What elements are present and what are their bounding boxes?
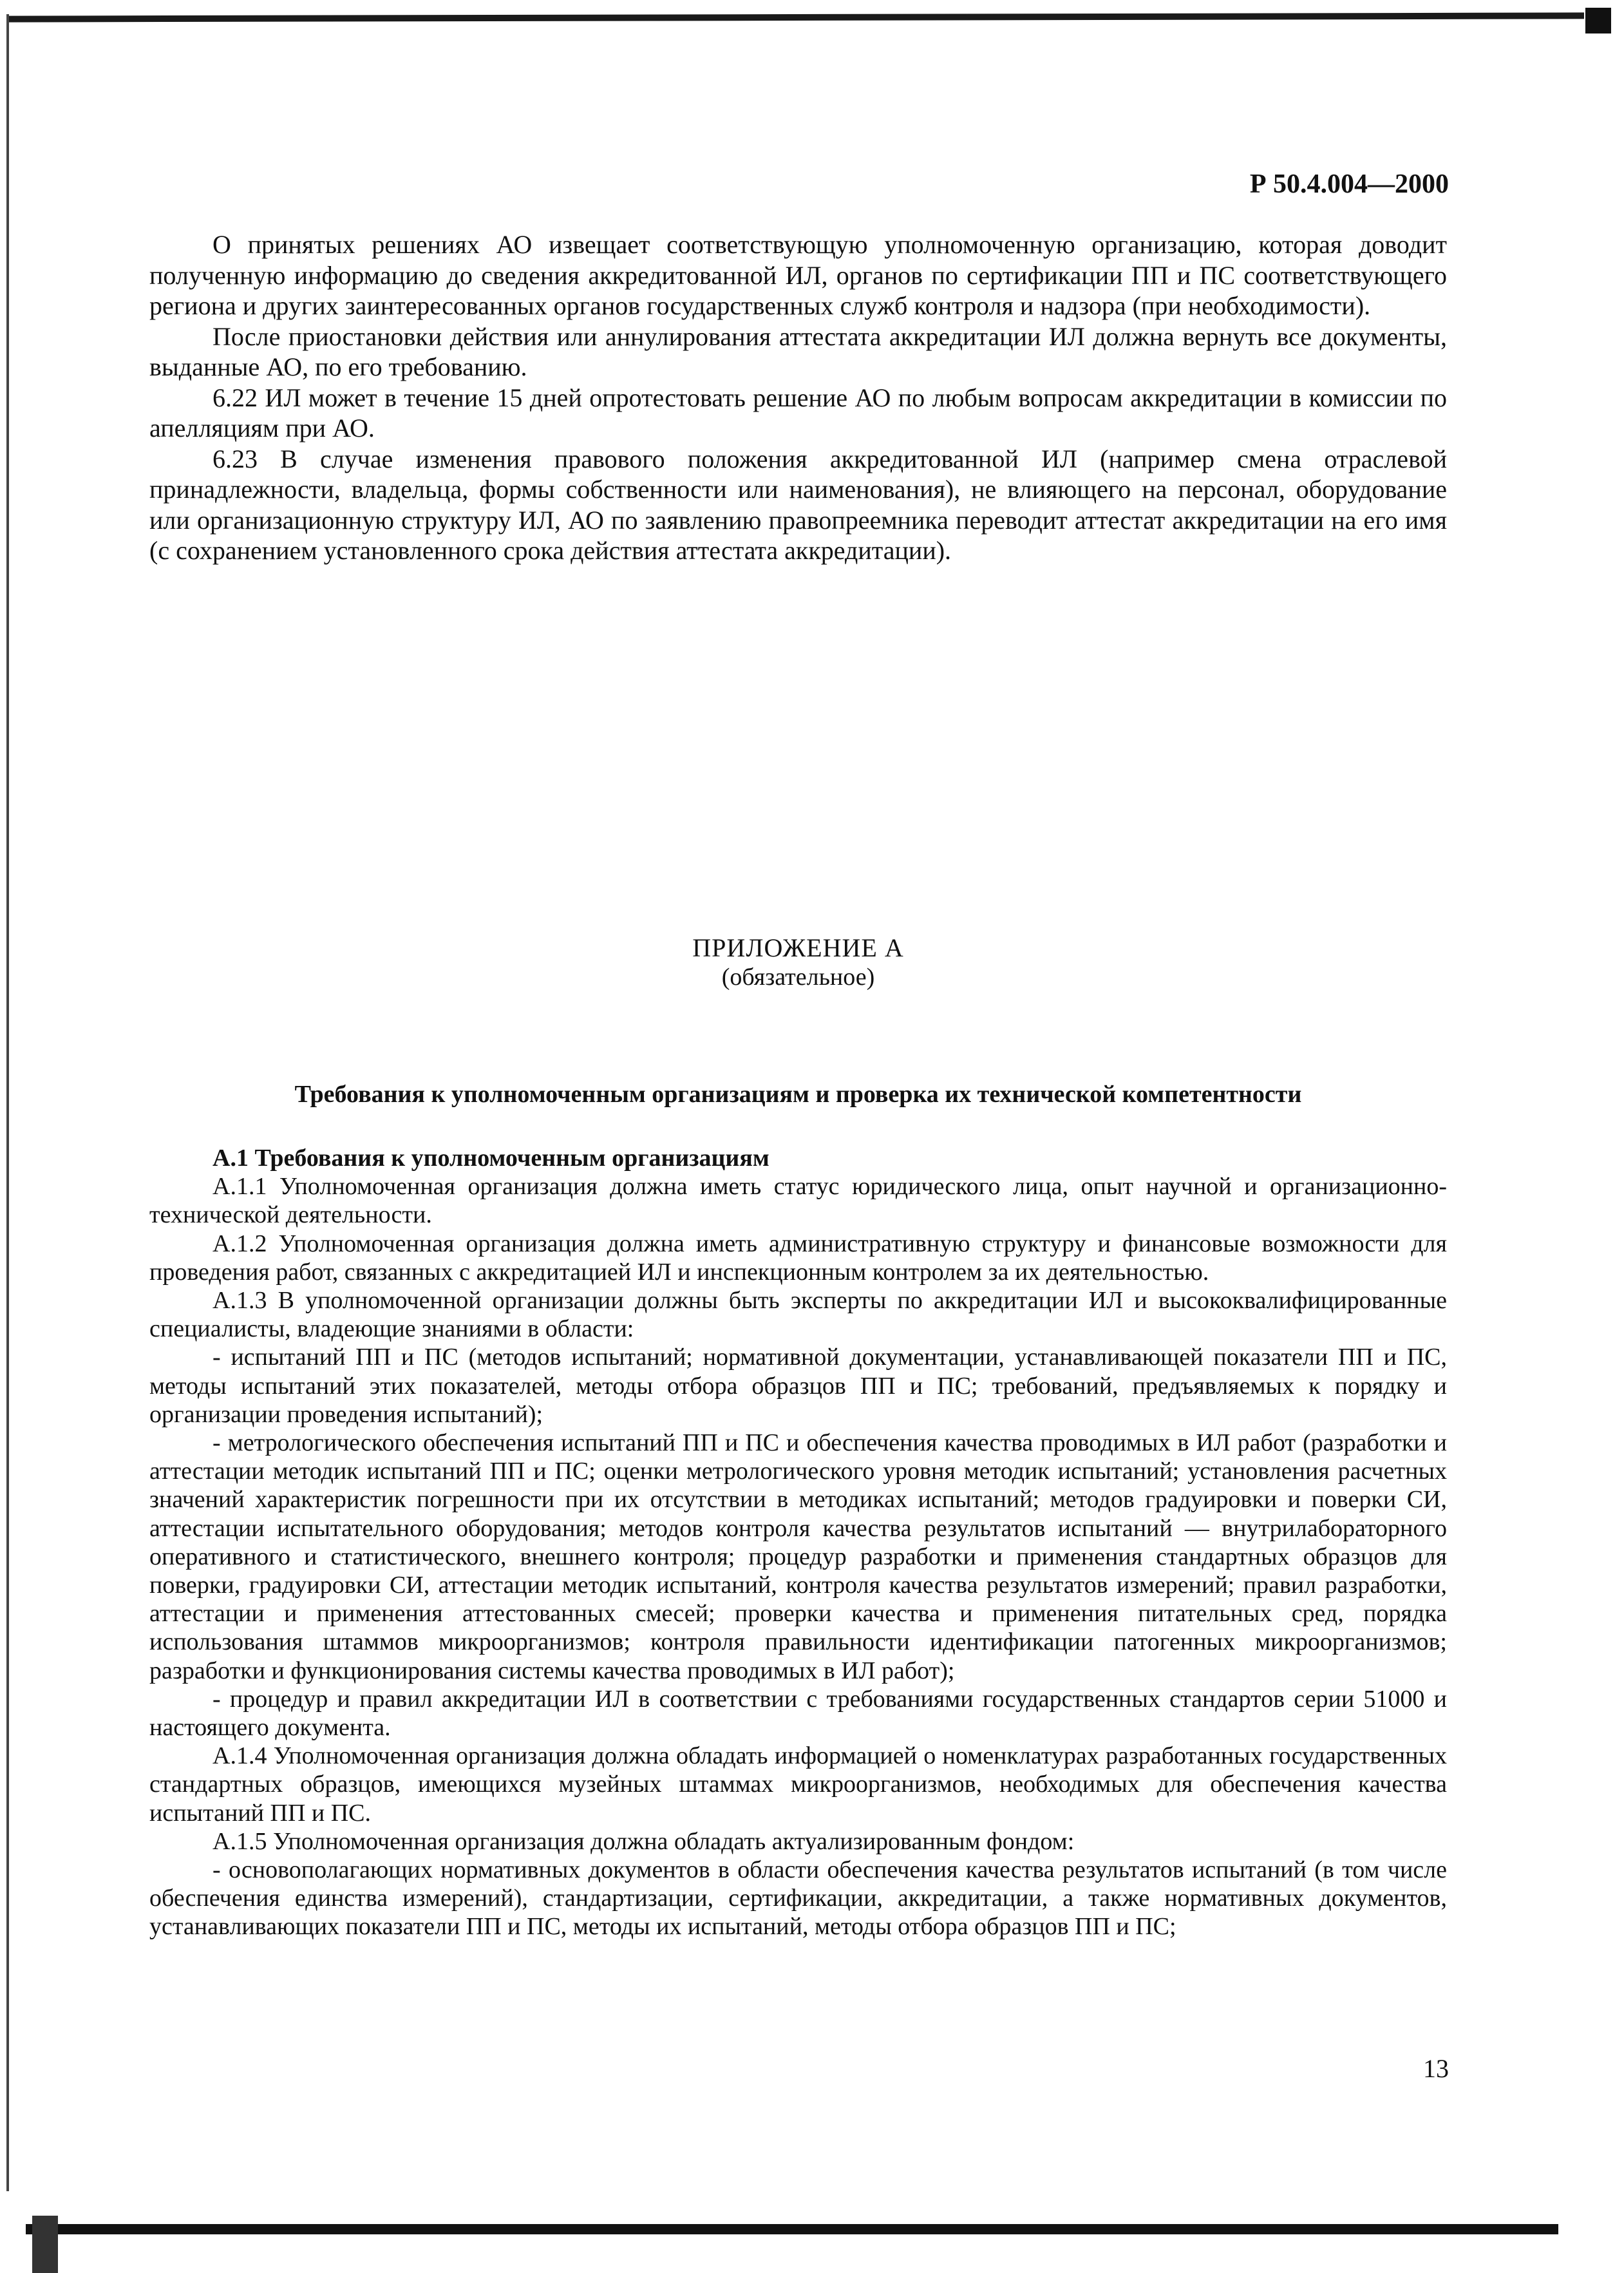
paragraph: 6.23 В случае изменения правового положения аккредитованной ИЛ (например смена отраслевой принадлежности, владельца, формы собственности или наименования), не влияющего на персонал, оборудование или организационную структуру ИЛ, АО по заявлению правопреемника переводит аттестат аккредитации на его имя (с сохранением установленного срока действия аттестата аккредитации). [149,444,1447,565]
list-item: - метрологического обеспечения испытаний ПП и ПС и обеспечения качества проводимых в ИЛ работ (разработки и аттестации методик испытаний ПП и ПС; оценки метрологического уровня методик испытаний; установления расчетных значений характеристик погрешности при их отсутствии в методиках испытаний; методов градуировки и поверки СИ, аттестации испытательного оборудования; методов контроля качества результатов испытаний — внутрилабораторного оперативного и статистического, внешнего контроля; процедур разработки и применения стандартных образцов для поверки, градуировки СИ, аттестации методик испытаний, контроля качества результатов измерений; правил разработки, аттестации и применения аттестованных смесей; проверки качества и применения питательных сред, порядка использования штаммов микроорганизмов; контроля правильности идентификации патогенных микроорганизмов; разработки и функционирования системы качества проводимых в ИЛ работ); [149,1429,1447,1684]
paragraph: После приостановки действия или аннулирования аттестата аккредитации ИЛ должна вернуть все документы, выданные АО, по его требованию. [149,321,1447,381]
paragraph: О принятых решениях АО извещает соответствующую уполномоченную организацию, которая доводит полученную информацию до сведения аккредитованной ИЛ, органов по сертификации ПП и ПС соответствующего региона и других заинтересованных органов государственных служб контроля и надзора (при необходимости). [149,230,1447,320]
paragraph: А.1.1 Уполномоченная организация должна иметь статус юридического лица, опыт научной и организационно-технической деятельности. [149,1173,1447,1229]
document-code: Р 50.4.004—2000 [1249,169,1449,199]
appendix-heading: Требования к уполномоченным организациям и проверка их технической компетентности [294,1081,1302,1108]
paragraph: А.1.2 Уполномоченная организация должна иметь административную структуру и финансовые возможности для проведения работ, связанных с аккредитацией ИЛ и инспекционным контролем за их деятельностью. [149,1230,1447,1286]
scan-corner-mark [1585,8,1611,33]
paragraph: 6.22 ИЛ может в течение 15 дней опротестовать решение АО по любым вопросам аккредитации в комиссии по апелляциям при АО. [149,383,1447,442]
scan-border-left [6,14,9,2191]
paragraph: А.1.5 Уполномоченная организация должна обладать актуализированным фондом: [212,1827,1075,1855]
top-text-block [149,229,1447,566]
paragraph: А.1.3 В уполномоченной организации должны быть эксперты по аккредитации ИЛ и высококвалифицированные специалисты, владеющие знаниями в области: [149,1287,1447,1343]
scan-corner-mark-bottom [32,2216,58,2273]
paragraph: А.1.4 Уполномоченная организация должна обладать информацией о номенклатурах разработанных государственных стандартных образцов, имеющихся музейных штаммах микроорганизмов, необходимых для обеспечения качества испытаний ПП и ПС. [149,1742,1447,1827]
list-item: - основополагающих нормативных документов в области обеспечения качества результатов испытаний (в том числе обеспечения единства измерений), стандартизации, сертификации, аккредитации, а также нормативных документов, устанавливающих показатели ПП и ПС, методы их испытаний, методы отбора образцов ПП и ПС; [149,1856,1447,1941]
list-item: - процедур и правил аккредитации ИЛ в соответствии с требованиями государственных стандартов серии 51000 и настоящего документа. [149,1685,1447,1742]
list-item: - испытаний ПП и ПС (методов испытаний; нормативной документации, устанавливающей показатели ПП и ПС, методы испытаний этих показателей, методы отбора образцов ПП и ПС; требований, предъявляемых к порядку и организации проведения испытаний); [149,1344,1447,1428]
appendix-subtitle: (обязательное) [721,964,875,991]
scan-border-bottom [26,2224,1558,2234]
page-number: 13 [1423,2054,1449,2083]
appendix-title: ПРИЛОЖЕНИЕ А [692,933,904,962]
section-heading: А.1 Требования к уполномоченным организациям [212,1145,770,1172]
scan-border-top [6,12,1584,22]
appendix-text-block [149,1144,1447,1941]
